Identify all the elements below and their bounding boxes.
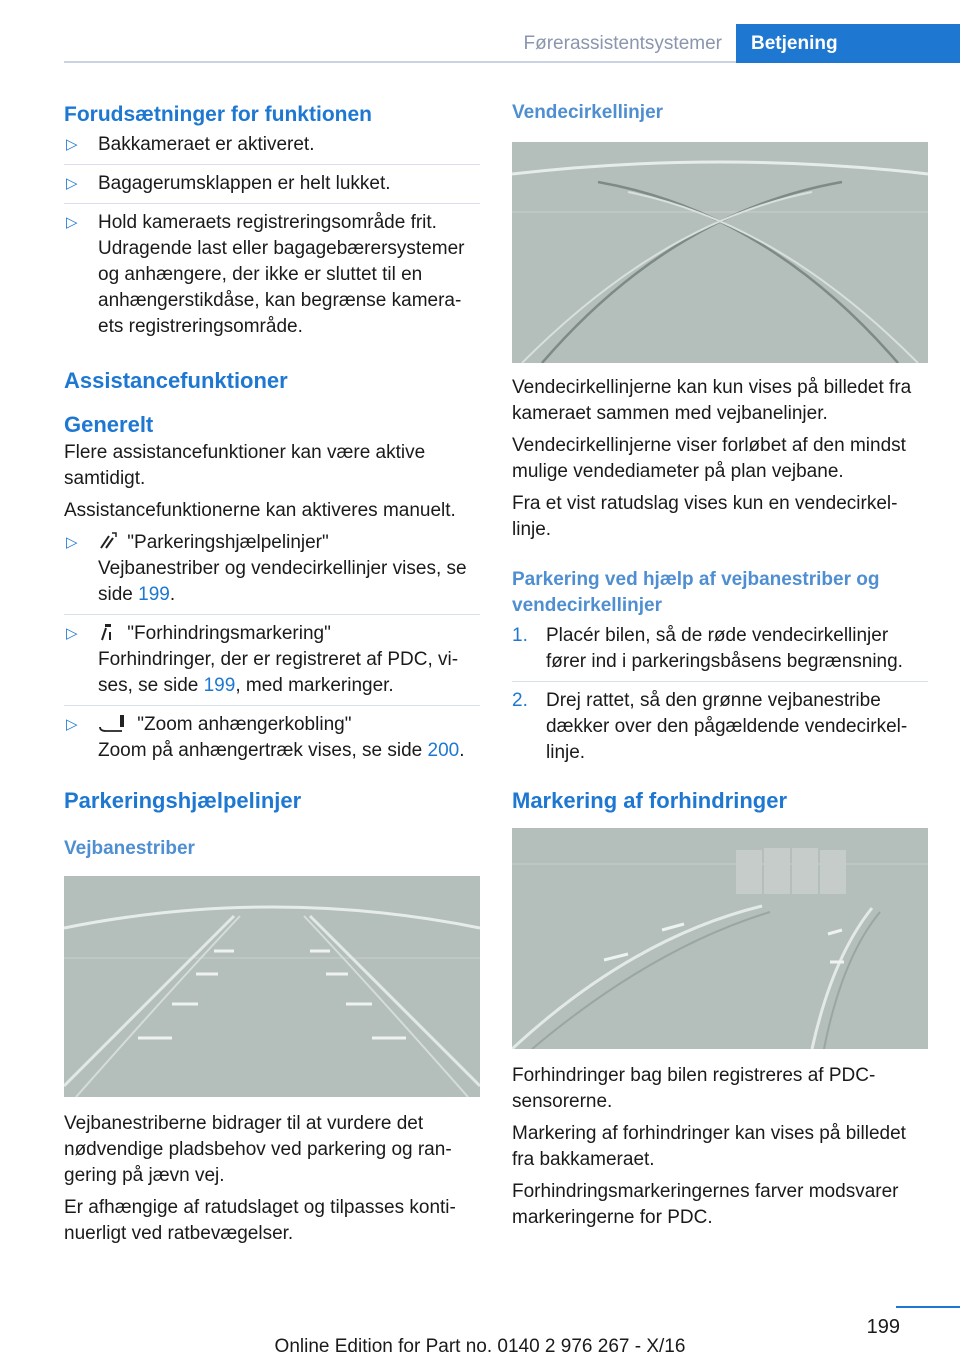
bullet-triangle-icon: ▷	[66, 625, 78, 642]
turn-heading: Vendecirkellinjer	[512, 102, 664, 123]
lines-heading: Parkeringshjælpelinjer	[64, 788, 302, 813]
function-label: "Parkeringshjælpelinjer"	[127, 532, 329, 553]
mark-text-2: Markering af forhindringer kan vises på billedet fra bakkameraet.	[512, 1123, 906, 1170]
hitch-zoom-icon	[98, 713, 128, 733]
function-label: "Forhindringsmarkering"	[127, 623, 331, 644]
parking-lines-icon	[98, 531, 118, 551]
edition-footer: Online Edition for Part no. 0140 2 976 267 - X/16	[274, 1336, 686, 1357]
general-text-2: Assistancefunktionerne kan aktiveres manuelt.	[64, 500, 456, 521]
list-item: 1. Placér bilen, så de røde vendecirkellinjer fører ind i parkeringsbåsens begrænsning.	[512, 623, 928, 682]
bullet-triangle-icon: ▷	[66, 136, 78, 153]
turn-text-1: Vendecirkellinjerne kan kun vises på billedet fra kameraet sammen med vejbanelinjer.	[512, 377, 912, 424]
prereq-heading: Forudsætninger for funktionen	[64, 103, 372, 126]
turn-text-3: Fra et vist ratudslag vises kun en vendecirkellinje.	[512, 493, 898, 540]
bullet-triangle-icon: ▷	[66, 716, 78, 733]
bullet-triangle-icon: ▷	[66, 534, 78, 551]
park-steps-list	[512, 623, 928, 772]
list-item: ▷ "Zoom anhængerkobling" Zoom på anhængertræk vises, se side 200.	[66, 714, 465, 761]
footer-rule	[896, 1306, 960, 1308]
header-section-title: Førerassistentsystemer	[523, 33, 722, 54]
general-text-1: Flere assistancefunktioner kan være aktive samtidigt.	[64, 442, 426, 489]
right-column	[512, 100, 928, 1237]
obstacle-marking-icon	[98, 622, 118, 642]
lanes-heading: Vejbanestriber	[64, 838, 195, 859]
page-link[interactable]: 200	[427, 740, 460, 761]
bullet-triangle-icon: ▷	[66, 214, 78, 231]
list-item: 2. Drej rattet, så den grønne vejbanestribe dækker over den pågældende vendecirkellinje.	[512, 690, 908, 763]
lane-lines-figure	[64, 876, 480, 1097]
turn-text-2: Vendecirkellinjerne viser forløbet af den mindst mulige vendediameter på plan vejbane.	[512, 435, 906, 482]
assist-heading: Assistancefunktioner	[64, 368, 288, 393]
page-link[interactable]: 199	[138, 584, 170, 605]
list-item: ▷ Hold kameraets registreringsområde frit. Udragende last eller bagagebærersystemer og anhængere, der ikke er sluttet til en anhængerstikdåse, kan begrænse kameraets registreringsområde.	[66, 212, 465, 337]
turning-circle-figure	[512, 142, 928, 363]
list-item: ▷ "Parkeringshjælpelinjer" Vejbanestriber og vendecirkellinjer vises, se side 199.	[64, 530, 480, 615]
header-chapter-tab: Betjening	[736, 24, 960, 63]
assist-function-list	[64, 530, 480, 770]
list-item: ▷ Bagagerumsklappen er helt lukket.	[64, 171, 480, 204]
mark-text-3: Forhindringsmarkeringernes farver modsvarer markeringerne for PDC.	[512, 1181, 899, 1228]
park-heading: Parkering ved hjælp af vejbanestriber og vendecirkellinjer	[512, 569, 880, 616]
prereq-list	[64, 132, 480, 346]
mark-heading: Markering af forhindringer	[512, 788, 788, 813]
left-column	[64, 100, 480, 1253]
lanes-text-1: Vejbanestriberne bidrager til at vurdere det nødvendige pladsbehov ved parkering og rangering på jævn vej.	[64, 1113, 452, 1186]
function-label: "Zoom anhængerkobling"	[137, 714, 352, 735]
list-item: ▷ "Forhindringsmarkering" Forhindringer, der er registreret af PDC, vises, se side 199, med markeringer.	[64, 621, 480, 706]
page-number: 199	[866, 1316, 900, 1338]
obstacle-marking-figure	[512, 828, 928, 1049]
page-link[interactable]: 199	[203, 675, 236, 696]
list-item: ▷ Bakkameraet er aktiveret.	[64, 132, 480, 165]
mark-text-1: Forhindringer bag bilen registreres af PDC-sensorerne.	[512, 1065, 876, 1112]
lanes-text-2: Er afhængige af ratudslaget og tilpasses kontinuerligt ved ratbevægelser.	[64, 1197, 456, 1244]
general-heading: Generelt	[64, 412, 154, 437]
bullet-triangle-icon: ▷	[66, 175, 78, 192]
